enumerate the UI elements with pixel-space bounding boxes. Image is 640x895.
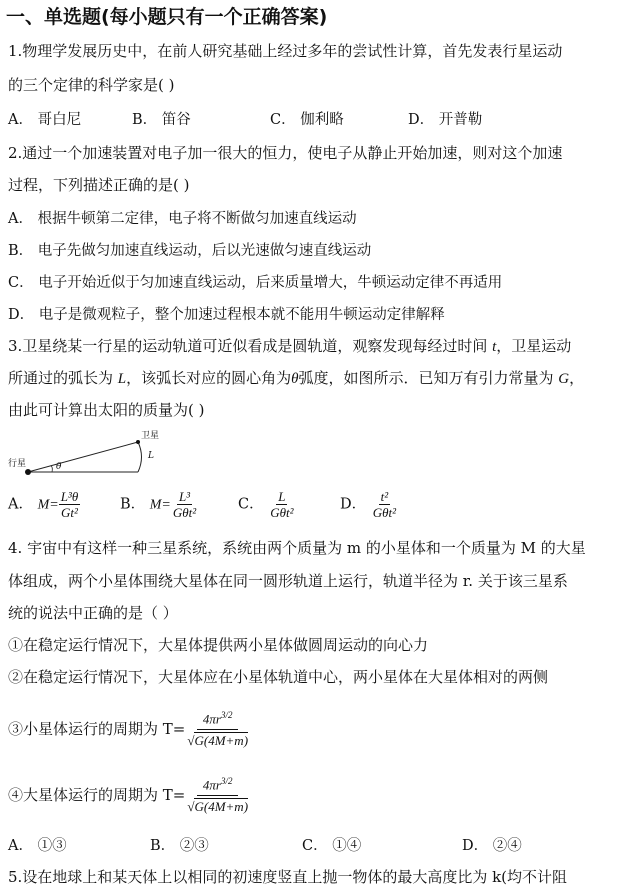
satellite-label: 卫星 <box>141 431 160 441</box>
orbit-diagram <box>8 426 198 486</box>
q4-statement-1: ①在稳定运行情况下，大星体提供两小星体做圆周运动的向心力 <box>8 636 429 654</box>
arc-path <box>138 442 142 472</box>
q3-stem-line1: 3.卫星绕某一行星的运动轨道可近似看成是圆轨道，观察发现每经过时间 t，卫星运动 <box>8 337 572 355</box>
q3-option-d: D． $\frac{\text{t²}}{\text{Gθt²}}$ <box>340 489 397 520</box>
arc-length-label: L <box>148 451 154 461</box>
angle-label: θ <box>56 462 62 472</box>
q3-option-a: A． M= $\frac{\text{L³θ}}{\text{Gt²}}$ <box>8 489 79 520</box>
q4-option-b: B． ②③ <box>150 838 209 854</box>
q3-stem-line3: 由此可计算出太阳的质量为( ) <box>8 401 205 419</box>
q4-statement-4: ④大星体运行的周期为 T= $\frac{4\pi r^{3/2}}{√G(4M+m)}$ <box>8 766 250 822</box>
q2-stem-line1: 2.通过一个加速装置对电子加一很大的恒力，使电子从静止开始加速，则对这个加速 <box>8 144 563 162</box>
period-formula-4: $\frac{4\pi r^{3/2}}{√G(4M+m)}$ <box>185 772 250 815</box>
q4-stem-line1: 4. 宇宙中有这样一种三星系统，系统由两个质量为 m 的小星体和一个质量为 M 的大星 <box>8 539 586 557</box>
radius-line-slanted <box>28 442 138 472</box>
q2-option-c: C． 电子开始近似于匀加速直线运动，后来质量增大，牛顿运动定律不再适用 <box>8 275 503 291</box>
satellite-dot <box>136 440 140 444</box>
planet-dot <box>25 469 31 475</box>
q4-option-d: D． ②④ <box>462 838 522 854</box>
q4-option-a: A． ①③ <box>8 838 67 854</box>
q1-option-b: B． 笛谷 <box>132 112 191 128</box>
q3-stem-line2: 所通过的弧长为 L，该弧长对应的圆心角为θ弧度，如图所示．已知万有引力常量为 G， <box>8 369 585 387</box>
q3-option-b: B． M= $\frac{\text{L³}}{\text{Gθt²}}$ <box>120 489 197 520</box>
q1-option-a: A． 哥白尼 <box>8 112 82 128</box>
q2-option-d: D． 电子是微观粒子，整个加速过程根本就不能用牛顿运动定律解释 <box>8 307 445 323</box>
q2-option-a: A． 根据牛顿第二定律，电子将不断做匀加速直线运动 <box>8 211 357 227</box>
q4-stem-line3: 统的说法中正确的是（ ） <box>8 604 178 622</box>
q1-option-c: C． 伽利略 <box>270 112 344 128</box>
q2-option-b: B． 电子先做匀加速直线运动，后以光速做匀速直线运动 <box>8 243 372 259</box>
q1-stem-line1: 1.物理学发展历史中，在前人研究基础上经过多年的尝试性计算，首先发表行星运动 <box>8 42 563 60</box>
q3-orbit-figure <box>8 426 198 486</box>
q4-option-c: C． ①④ <box>302 838 362 854</box>
q4-stem-line2: 体组成，两个小星体围绕大星体在同一圆形轨道上运行，轨道半径为 r. 关于该三星系 <box>8 572 568 590</box>
q4-statement-3: ③小星体运行的周期为 T= $\frac{4\pi r^{3/2}}{√G(4M+m)}$ <box>8 700 250 756</box>
q1-option-d: D． 开普勒 <box>408 112 483 128</box>
q1-stem-line2: 的三个定律的科学家是( ) <box>8 76 175 94</box>
angle-arc <box>51 466 52 472</box>
q3-option-c: C． $\frac{L}{\text{Gθt²}}$ <box>238 489 294 520</box>
section-title: 一、单选题(每小题只有一个正确答案) <box>6 6 328 28</box>
planet-label: 行星 <box>8 459 27 469</box>
q4-statement-2: ②在稳定运行情况下，大星体应在小星体轨道中心，两小星体在大星体相对的两侧 <box>8 668 549 686</box>
q2-stem-line2: 过程，下列描述正确的是( ) <box>8 176 190 194</box>
period-formula-3: $\frac{4\pi r^{3/2}}{√G(4M+m)}$ <box>185 706 250 749</box>
q5-stem-line1: 5.设在地球上和某天体上以相同的初速度竖直上抛一物体的最大高度比为 k(均不计阻 <box>8 868 568 886</box>
